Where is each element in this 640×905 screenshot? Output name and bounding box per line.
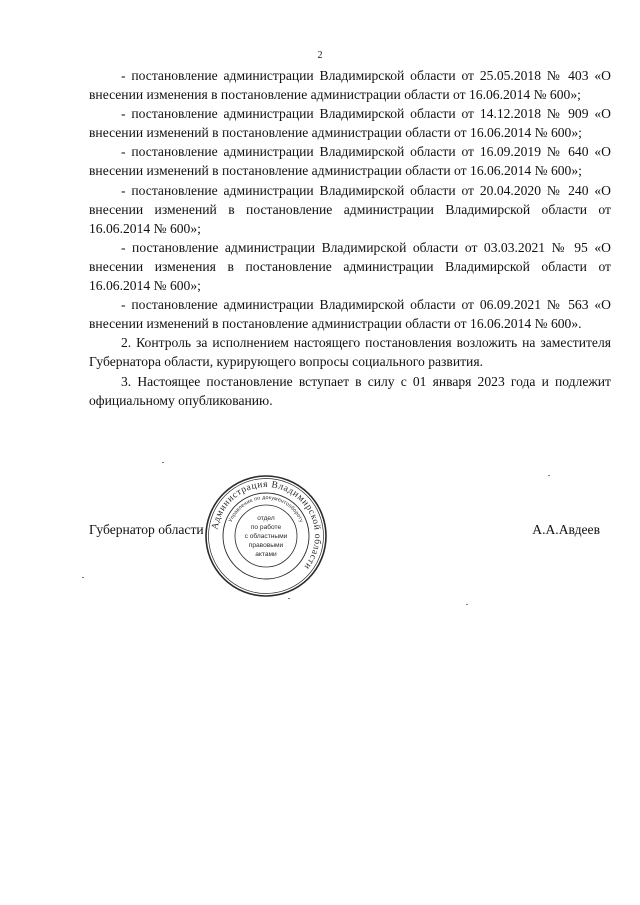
svg-text:Администрация Владимирской обл: Администрация Владимирской области: [210, 479, 323, 572]
document-body: [89, 66, 611, 410]
svg-text:отдел: отдел: [257, 515, 275, 522]
official-seal-stamp: [203, 473, 329, 599]
svg-text:Управление по документообороту: Управление по документообороту: [227, 494, 305, 524]
list-item: - постановление администрации Владимирской области от 16.09.2019 № 640 «О внесении изменений в постановление администрации области от 16.06.2014 № 600»;: [89, 144, 611, 179]
list-item: - постановление администрации Владимирской области от 06.09.2021 № 563 «О внесении изменений в постановление администрации области от 16.06.2014 № 600».: [89, 297, 611, 332]
signatory-name: А.А.Авдеев: [532, 522, 600, 537]
list-item: - постановление администрации Владимирской области от 14.12.2018 № 909 «О внесении изменений в постановление администрации области от 16.06.2014 № 600»;: [89, 106, 611, 141]
clause-3-paragraph: 3. Настоящее постановление вступает в силу с 01 января 2023 года и подлежит официальному опубликованию.: [89, 373, 611, 408]
page-number: 2: [317, 50, 323, 61]
svg-text:с областными: с областными: [244, 533, 288, 540]
list-item: - постановление администрации Владимирской области от 20.04.2020 № 240 «О внесении изменений в постановление администрации Владимирской области от 16.06.2014 № 600»;: [89, 182, 611, 236]
signature-block: [89, 522, 600, 544]
signatory-position: Губернатор области: [89, 522, 204, 537]
svg-text:правовыми: правовыми: [248, 542, 284, 549]
svg-text:актами: актами: [255, 551, 277, 558]
svg-text:по работе: по работе: [250, 524, 282, 531]
list-item: - постановление администрации Владимирской области от 25.05.2018 № 403 «О внесении изменения в постановление администрации области от 16.06.2014 № 600»;: [89, 68, 611, 103]
clause-2-paragraph: 2. Контроль за исполнением настоящего постановления возложить на заместителя Губернатора области, курирующего вопросы социального развития.: [89, 335, 611, 370]
list-item: - постановление администрации Владимирской области от 03.03.2021 № 95 «О внесении изменения в постановление администрации Владимирской области от 16.06.2014 № 600»;: [89, 239, 611, 294]
